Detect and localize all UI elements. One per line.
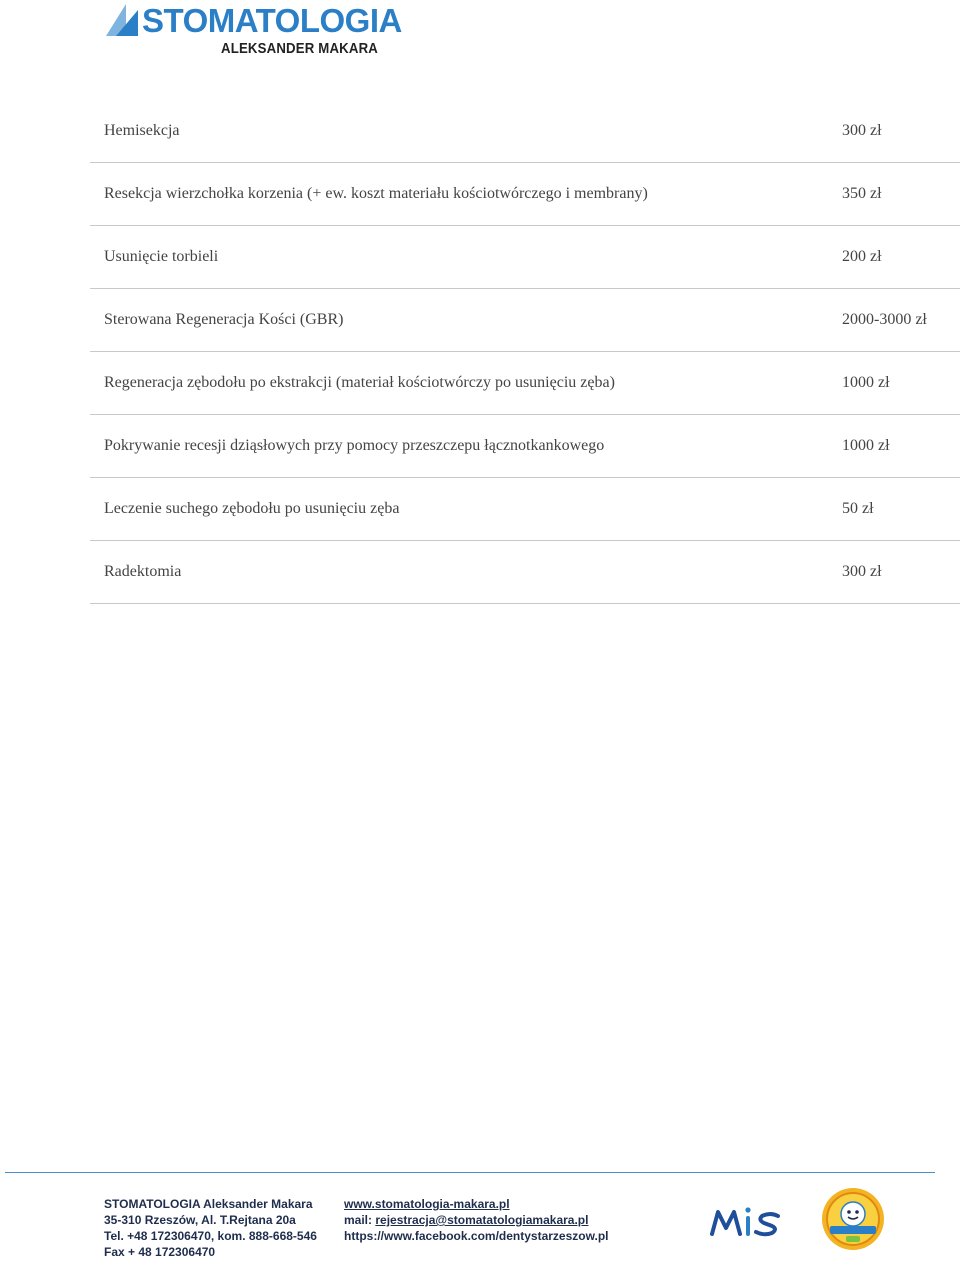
logo-title: STOMATOLOGIA [142, 2, 402, 39]
service-name: Radektomia [104, 563, 182, 580]
footer-divider [5, 1172, 935, 1173]
price-row [90, 100, 960, 163]
service-price: 50 zł [842, 500, 874, 517]
price-row [90, 226, 960, 289]
service-name: Sterowana Regeneracja Kości (GBR) [104, 311, 344, 328]
service-name: Regeneracja zębodołu po ekstrakcji (materiał kościotwórczy po usunięciu zęba) [104, 374, 615, 391]
footer-company: STOMATOLOGIA Aleksander Makara [104, 1197, 313, 1211]
service-price: 350 zł [842, 185, 882, 202]
price-row [90, 478, 960, 541]
price-row [90, 352, 960, 415]
logo-subtitle: ALEKSANDER MAKARA [221, 40, 378, 57]
service-price: 200 zł [842, 248, 882, 265]
website-link[interactable]: www.stomatologia-makara.pl [344, 1197, 510, 1211]
price-row [90, 289, 960, 352]
service-price: 1000 zł [842, 374, 890, 391]
mail-link[interactable]: rejestracja@stomatatologiamakara.pl [375, 1213, 589, 1227]
service-name: Leczenie suchego zębodołu po usunięciu zęba [104, 500, 400, 517]
price-table [90, 100, 960, 604]
footer-address: 35-310 Rzeszów, Al. T.Rejtana 20a [104, 1213, 296, 1227]
price-row [90, 415, 960, 478]
footer-phone: Tel. +48 172306470, kom. 888-668-546 [104, 1229, 317, 1243]
logo-mark-icon [104, 2, 140, 38]
mis-logo-icon [710, 1204, 782, 1238]
price-row [90, 541, 960, 604]
award-badge-icon [820, 1186, 886, 1252]
clinic-logo [104, 2, 402, 58]
footer-contact [104, 1196, 317, 1260]
footer-fax: Fax + 48 172306470 [104, 1245, 216, 1259]
price-row [90, 163, 960, 226]
service-name: Hemisekcja [104, 122, 180, 139]
service-price: 300 zł [842, 122, 882, 139]
service-name: Resekcja wierzchołka korzenia (+ ew. koszt materiału kościotwórczego i membrany) [104, 185, 648, 202]
service-name: Usunięcie torbieli [104, 248, 219, 265]
mail-label: mail: [344, 1213, 376, 1227]
footer-links [344, 1196, 609, 1244]
footer-mail [344, 1212, 609, 1228]
service-name: Pokrywanie recesji dziąsłowych przy pomocy przeszczepu łącznotkankowego [104, 437, 605, 454]
facebook-link[interactable]: https://www.facebook.com/dentystarzeszow.pl [344, 1229, 609, 1243]
service-price: 1000 zł [842, 437, 890, 454]
service-price: 2000-3000 zł [842, 311, 927, 328]
service-price: 300 zł [842, 563, 882, 580]
